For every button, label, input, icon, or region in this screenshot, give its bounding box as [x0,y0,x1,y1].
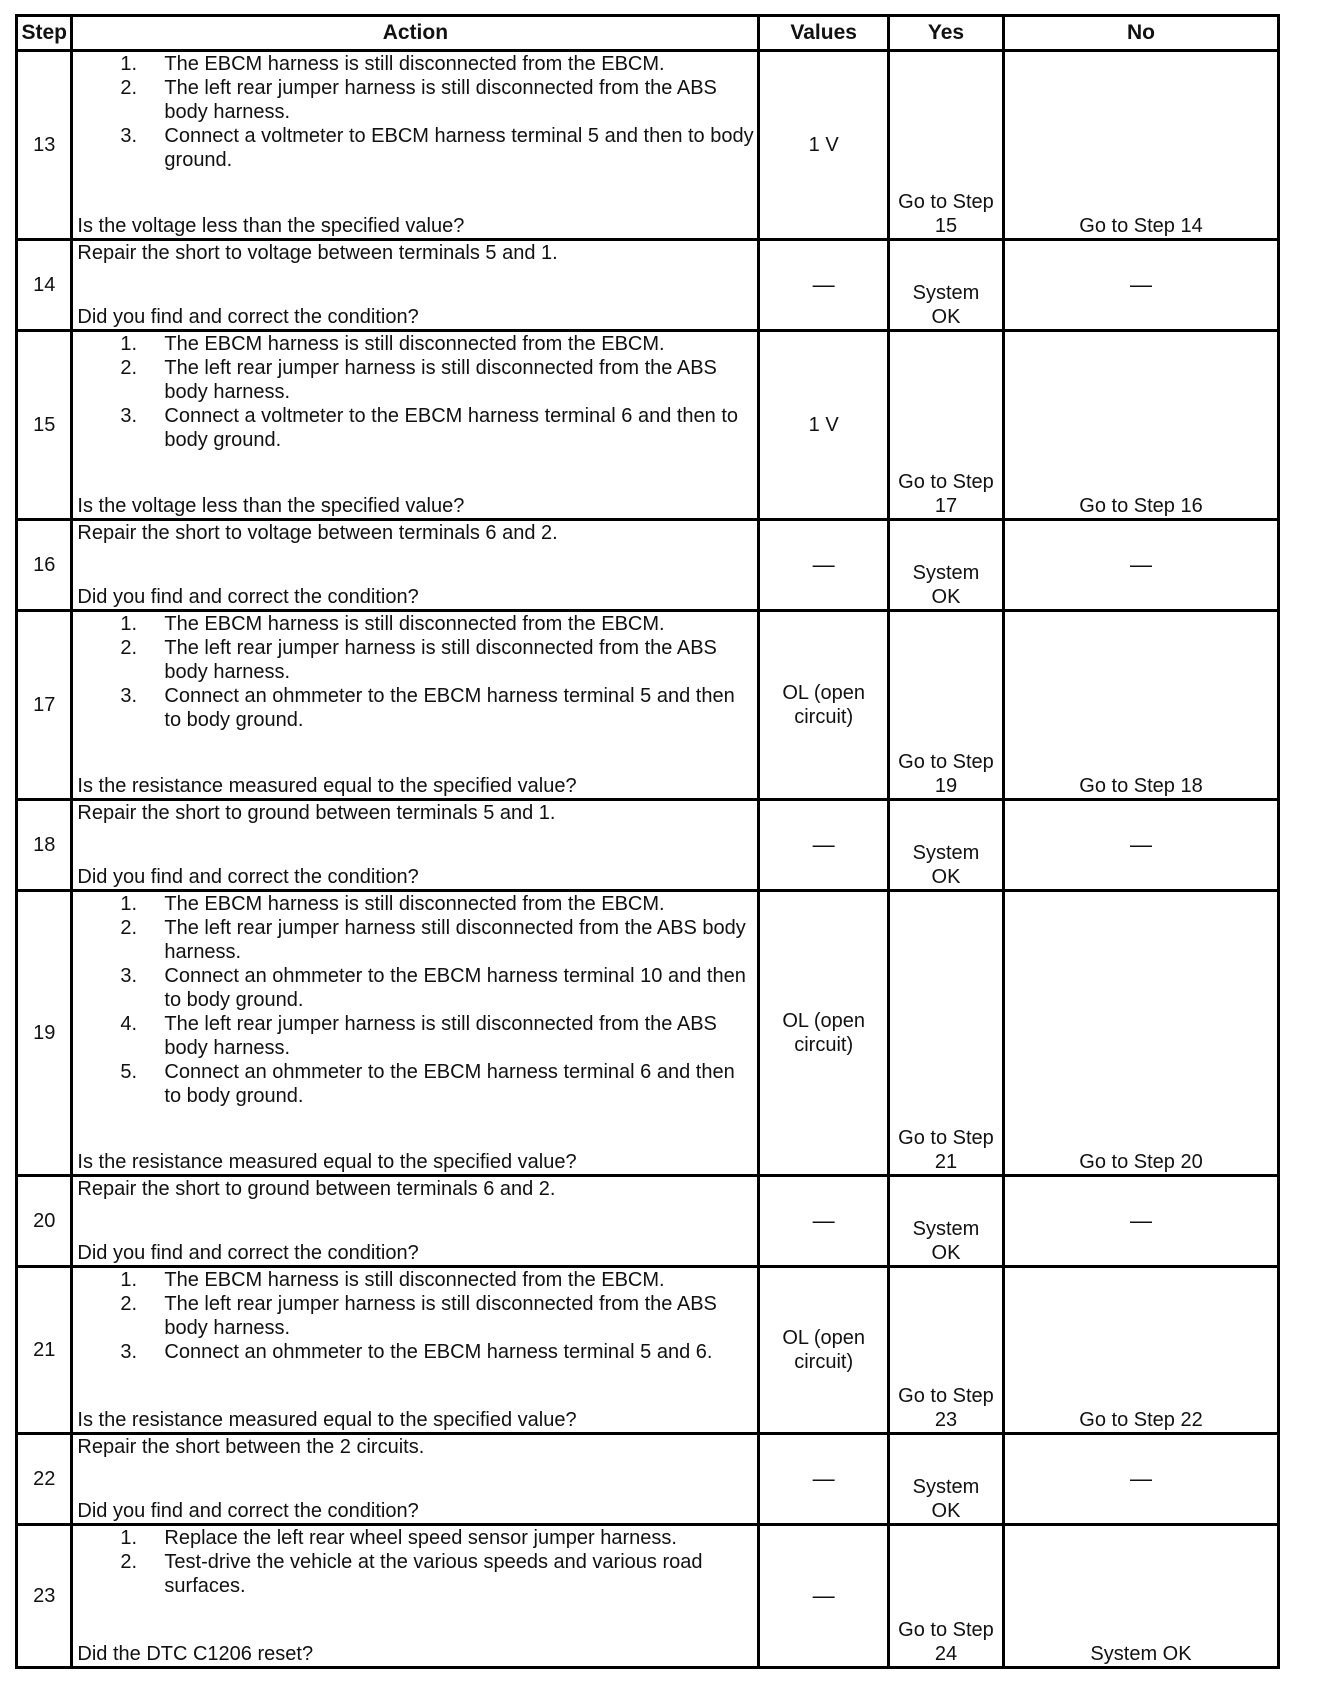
action-cell [72,51,759,240]
action-cell [72,331,759,520]
table-row [17,1176,1279,1267]
list-item: 5. Connect an ohmmeter to the EBCM harness terminal 6 and then to body ground. [120,1061,735,1107]
action-question: Is the resistance measured equal to the specified value? [77,1409,577,1431]
value-cell: OL (open circuit) [759,891,889,1176]
action-question: Is the resistance measured equal to the specified value? [77,775,577,797]
action-question: Did you find and correct the condition? [77,306,419,328]
no-cell: — [1003,800,1278,891]
list-item: 1. The EBCM harness is still disconnected from the EBCM. [120,613,665,635]
table-row [17,1525,1279,1668]
step-number: 15 [17,331,72,520]
step-number: 16 [17,520,72,611]
action-steps [77,612,754,732]
table-row [17,1267,1279,1434]
step-number: 13 [17,51,72,240]
action-question: Did the DTC C1206 reset? [77,1643,314,1665]
action-steps [77,52,754,172]
value-cell: — [759,1176,889,1267]
value-cell: 1 V [759,331,889,520]
no-cell: — [1003,1434,1278,1525]
header-row [17,16,1279,51]
action-question: Did you find and correct the condition? [77,586,419,608]
table-row [17,1434,1279,1525]
list-item: 2. Test-drive the vehicle at the various speeds and various road surfaces. [120,1551,703,1597]
list-item: 1. Replace the left rear wheel speed sensor jumper harness. [120,1527,677,1549]
step-number: 20 [17,1176,72,1267]
step-number: 21 [17,1267,72,1434]
list-item: 2. The left rear jumper harness is still disconnected from the ABS body harness. [120,1293,717,1339]
action-cell [72,611,759,800]
action-question: Is the voltage less than the specified value? [77,495,465,517]
no-cell: Go to Step 18 [1003,611,1278,800]
action-question: Did you find and correct the condition? [77,1500,419,1522]
list-item: 1. The EBCM harness is still disconnected from the EBCM. [120,333,665,355]
table-row [17,331,1279,520]
no-cell: Go to Step 14 [1003,51,1278,240]
step-number: 23 [17,1525,72,1668]
no-cell: — [1003,1176,1278,1267]
table-row [17,891,1279,1176]
action-instruction: Repair the short to ground between terminals 6 and 2. [77,1178,556,1200]
no-cell: Go to Step 20 [1003,891,1278,1176]
list-item: 3. Connect a voltmeter to the EBCM harness terminal 6 and then to body ground. [120,405,739,451]
list-item: 3. Connect an ohmmeter to the EBCM harness terminal 10 and then to body ground. [120,965,746,1011]
table-row [17,800,1279,891]
action-question: Is the voltage less than the specified value? [77,215,465,237]
yes-cell: System OK [888,800,1003,891]
yes-cell: Go to Step 19 [888,611,1003,800]
list-item: 4. The left rear jumper harness is still disconnected from the ABS body harness. [120,1013,717,1059]
action-steps [77,1526,754,1598]
action-cell [72,1176,759,1267]
list-item: 1. The EBCM harness is still disconnected from the EBCM. [120,893,665,915]
value-cell: — [759,1525,889,1668]
action-steps [77,332,754,452]
action-instruction: Repair the short to voltage between terminals 5 and 1. [77,242,558,264]
table-row [17,520,1279,611]
value-cell: — [759,800,889,891]
list-item: 2. The left rear jumper harness is still disconnected from the ABS body harness. [120,357,717,403]
step-number: 18 [17,800,72,891]
value-cell: — [759,1434,889,1525]
action-cell [72,1525,759,1668]
action-cell [72,240,759,331]
action-cell [72,1267,759,1434]
action-question: Did you find and correct the condition? [77,1242,419,1264]
step-number: 14 [17,240,72,331]
action-steps [77,1268,754,1364]
value-cell: — [759,520,889,611]
value-cell: — [759,240,889,331]
list-item: 3. Connect an ohmmeter to the EBCM harness terminal 5 and then to body ground. [120,685,735,731]
header-no: No [1003,16,1278,51]
yes-cell: System OK [888,240,1003,331]
value-cell: OL (open circuit) [759,611,889,800]
table-row [17,611,1279,800]
table-row [17,240,1279,331]
list-item: 1. The EBCM harness is still disconnected from the EBCM. [120,1269,665,1291]
action-cell [72,1434,759,1525]
no-cell: System OK [1003,1525,1278,1668]
table-row [17,51,1279,240]
yes-cell: Go to Step 21 [888,891,1003,1176]
list-item: 2. The left rear jumper harness is still disconnected from the ABS body harness. [120,77,717,123]
no-cell: — [1003,520,1278,611]
diagnostic-table [15,14,1280,1669]
action-instruction: Repair the short to ground between terminals 5 and 1. [77,802,556,824]
action-question: Is the resistance measured equal to the specified value? [77,1151,577,1173]
list-item: 2. The left rear jumper harness still disconnected from the ABS body harness. [120,917,746,963]
yes-cell: System OK [888,1176,1003,1267]
list-item: 2. The left rear jumper harness is still disconnected from the ABS body harness. [120,637,717,683]
list-item: 1. The EBCM harness is still disconnected from the EBCM. [120,53,665,75]
no-cell: Go to Step 22 [1003,1267,1278,1434]
yes-cell: Go to Step 24 [888,1525,1003,1668]
action-cell [72,800,759,891]
no-cell: — [1003,240,1278,331]
header-yes: Yes [888,16,1003,51]
action-question: Did you find and correct the condition? [77,866,419,888]
header-step: Step [17,16,72,51]
step-number: 19 [17,891,72,1176]
action-steps [77,892,754,1108]
action-instruction: Repair the short to voltage between terminals 6 and 2. [77,522,558,544]
yes-cell: Go to Step 23 [888,1267,1003,1434]
yes-cell: System OK [888,1434,1003,1525]
yes-cell: System OK [888,520,1003,611]
value-cell: OL (open circuit) [759,1267,889,1434]
value-cell: 1 V [759,51,889,240]
list-item: 3. Connect a voltmeter to EBCM harness terminal 5 and then to body ground. [120,125,754,171]
action-instruction: Repair the short between the 2 circuits. [77,1436,425,1458]
no-cell: Go to Step 16 [1003,331,1278,520]
header-values: Values [759,16,889,51]
yes-cell: Go to Step 17 [888,331,1003,520]
yes-cell: Go to Step 15 [888,51,1003,240]
action-cell [72,891,759,1176]
header-action: Action [72,16,759,51]
step-number: 17 [17,611,72,800]
step-number: 22 [17,1434,72,1525]
action-cell [72,520,759,611]
list-item: 3. Connect an ohmmeter to the EBCM harness terminal 5 and 6. [120,1341,713,1363]
